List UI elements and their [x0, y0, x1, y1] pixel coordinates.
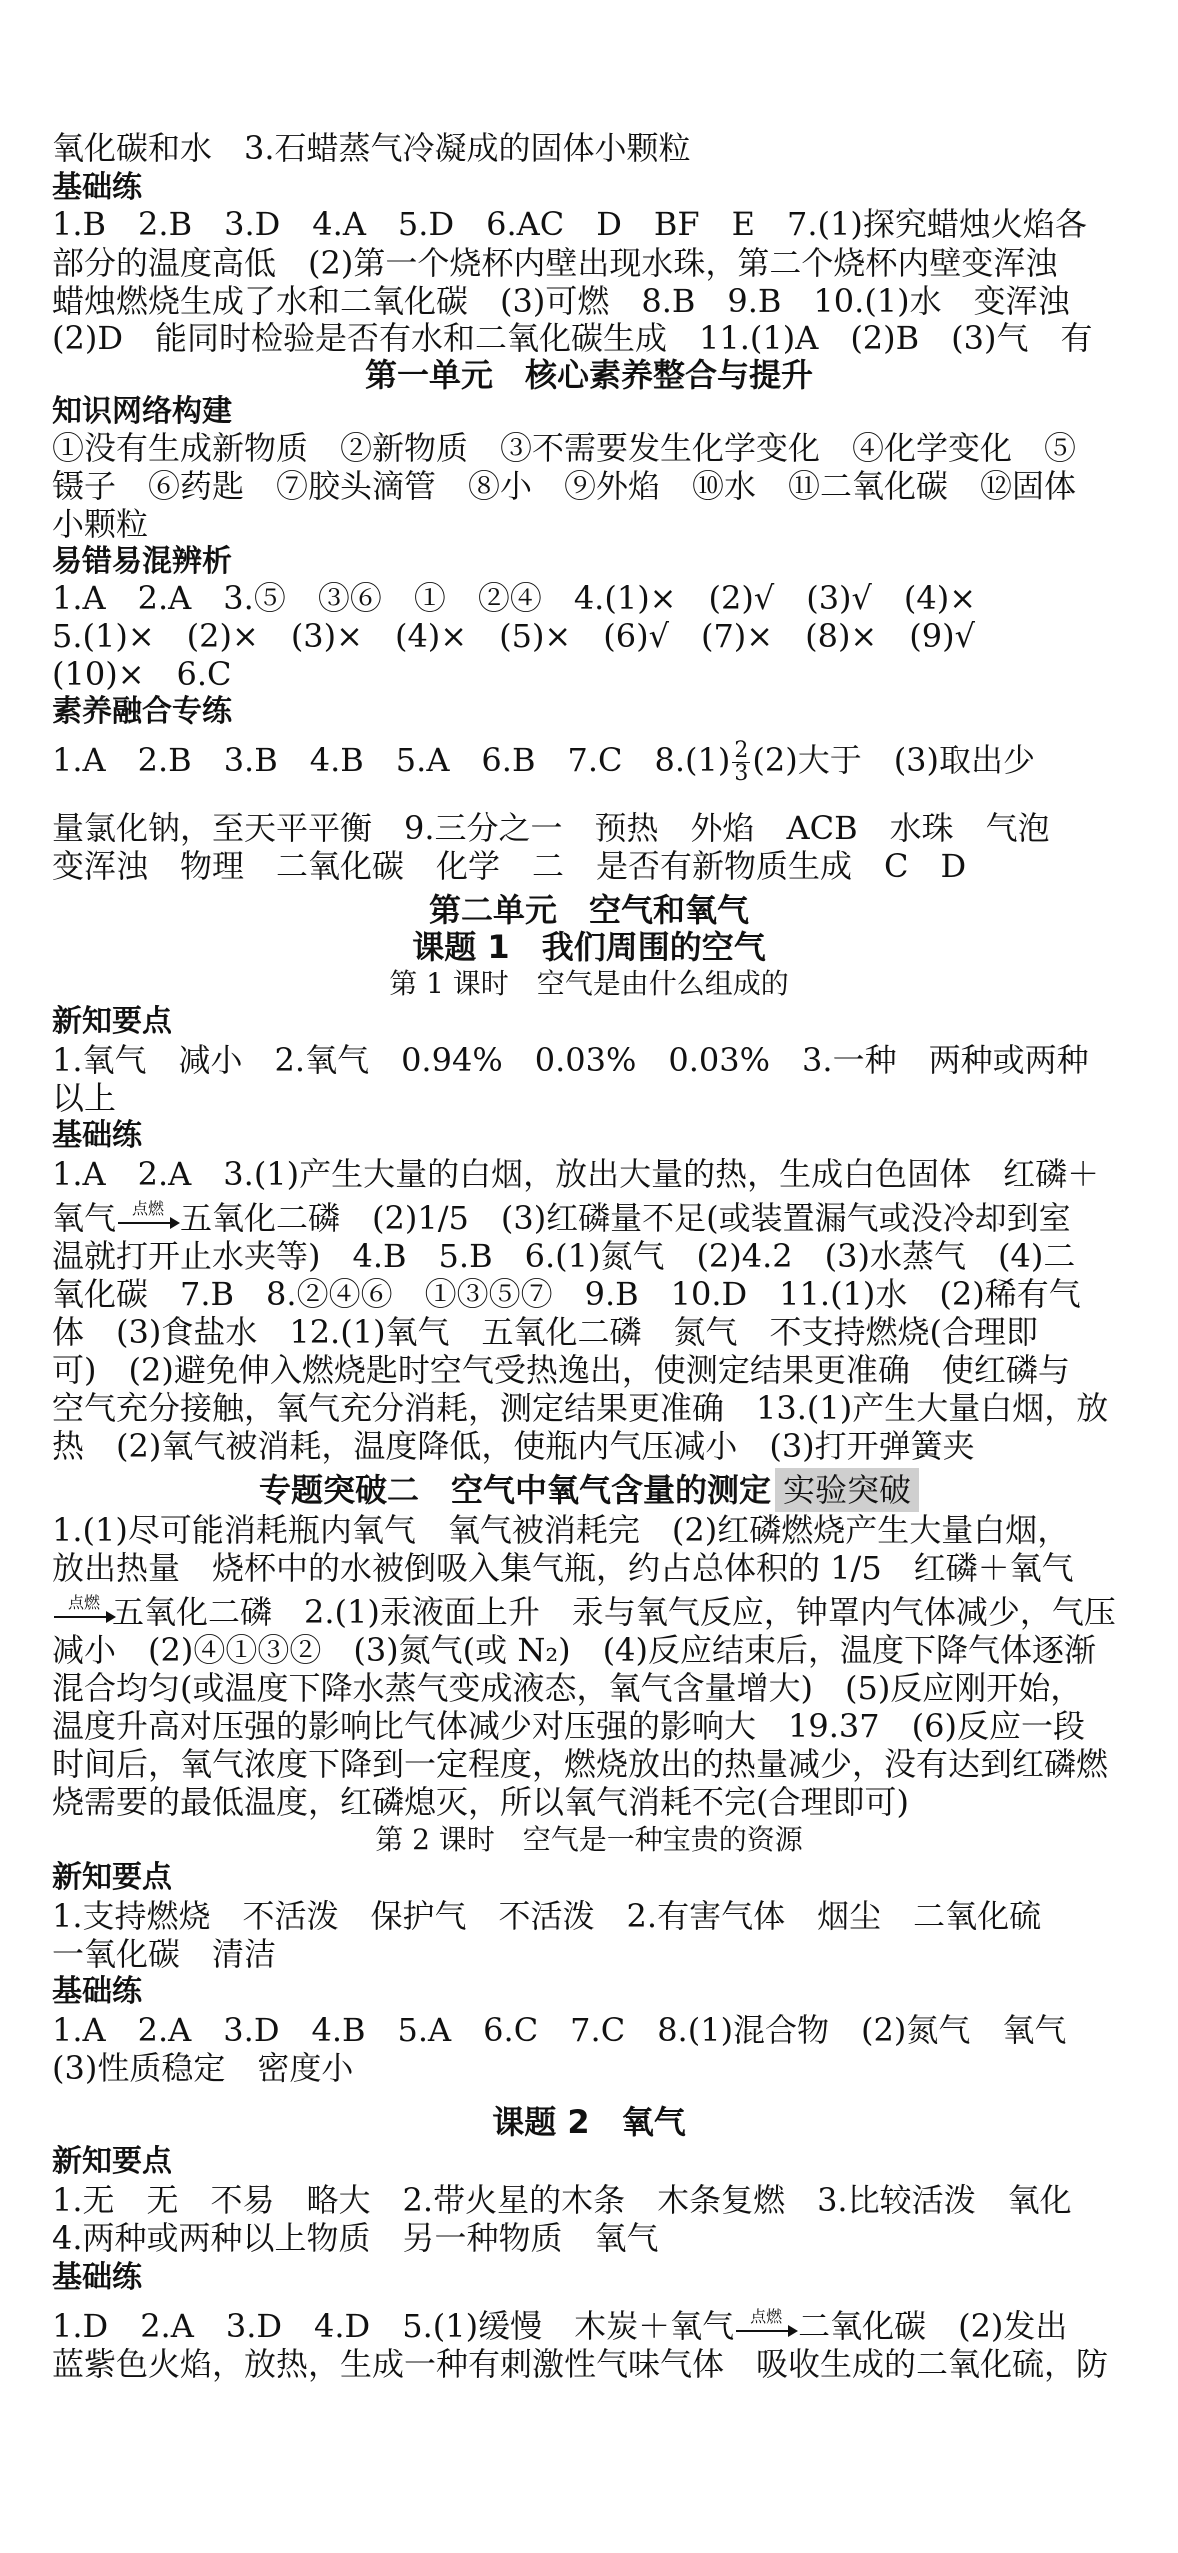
line-text: 减小 (2)④①③② (3)氮气(或 N₂) (4)反应结束后，温度下降气体逐渐 [52, 1631, 1096, 1669]
fraction-numerator: 2 [734, 738, 749, 763]
line-text: 5.(1)× (2)× (3)× (4)× (5)× (6)√ (7)× (8)× (9)√ [52, 617, 975, 655]
line-text: 第二单元 空气和氧气 [428, 891, 749, 929]
line-text: 课题 2 氧气 [492, 2103, 686, 2141]
fraction-denominator: 3 [734, 761, 749, 786]
line-text: 1.A 2.A 3.⑤ ③⑥ ① ②④ 4.(1)× (2)√ (3)√ (4)× [52, 579, 977, 617]
reaction-arrow [116, 1198, 180, 1236]
line-text: 基础练 [52, 170, 142, 205]
reaction-condition: 点燃 [750, 2306, 783, 2326]
line-text: 新知要点 [52, 1004, 172, 1039]
line-text: 热 (2)氧气被消耗，温度降低，使瓶内气压减小 (3)打开弹簧夹 [52, 1427, 975, 1465]
line-text: 氧气 [52, 1199, 117, 1237]
line-text: 第一单元 核心素养整合与提升 [364, 356, 813, 394]
reaction-condition: 点燃 [132, 1198, 165, 1218]
line-text: 空气充分接触，氧气充分消耗，测定结果更准确 13.(1)产生大量白烟，放 [52, 1389, 1109, 1427]
line-text: 基础练 [52, 2260, 142, 2295]
line-text: (2)D 能同时检验是否有水和二氧化碳生成 11.(1)A (2)B (3)气 有 [52, 319, 1093, 357]
line-text: 小颗粒 [52, 505, 149, 543]
line-text: (10)× 6.C [52, 655, 232, 693]
line-text: 混合均匀(或温度下降水蒸气变成液态，氧气含量增大) (5)反应刚开始， [52, 1669, 1083, 1707]
line-text: 1.(1)尽可能消耗瓶内氧气 氧气被消耗完 (2)红磷燃烧产生大量白烟， [52, 1511, 1070, 1549]
line-text: (2)大于 (3)取出少 [752, 741, 1036, 779]
line-text: 烧需要的最低温度，红磷熄灭，所以氧气消耗不完(合理即可) [52, 1783, 909, 1821]
line-text: 第 1 课时 空气是由什么组成的 [389, 967, 789, 1000]
line-text: 可) (2)避免伸入燃烧匙时空气受热逸出，使测定结果更准确 使红磷与 [52, 1351, 1070, 1389]
arrow-icon [118, 1222, 174, 1224]
line-text: 专题突破二 空气中氧气含量的测定 [258, 1471, 771, 1509]
arrow-icon [54, 1616, 110, 1618]
reaction-condition: 点燃 [67, 1592, 100, 1612]
line-text: 基础练 [52, 1974, 142, 2009]
section-heading [52, 690, 1152, 742]
line-text: 放出热量 烧杯中的水被倒吸入集气瓶，约占总体积的 1/5 红磷＋氧气 [52, 1549, 1074, 1587]
line-text: 新知要点 [52, 2144, 172, 2179]
line-text: 易错易混辨析 [52, 544, 232, 579]
line-text: 部分的温度高低 (2)第一个烧杯内壁出现水珠，第二个烧杯内壁变浑浊 [52, 244, 1058, 282]
line-text: 1.A 2.B 3.B 4.B 5.A 6.B 7.C 8.(1) [52, 741, 731, 779]
line-text: 氧化碳和水 3.石蜡蒸气冷凝成的固体小颗粒 [52, 129, 691, 167]
line-text: 温度升高对压强的影响比气体减少对压强的影响大 19.37 (6)反应一段 [52, 1707, 1085, 1745]
line-text: 氧化碳 7.B 8.②④⑥ ①③⑤⑦ 9.B 10.D 11.(1)水 (2)稀有气 [52, 1275, 1081, 1313]
line-text: (3)性质稳定 密度小 [52, 2049, 354, 2087]
line-text: 1.无 无 不易 略大 2.带火星的木条 木条复燃 3.比较活泼 氧化 [52, 2181, 1072, 2219]
line-text: 蓝紫色火焰，放热，生成一种有刺激性气味气体 吸收生成的二氧化硫，防 [52, 2345, 1109, 2383]
line-text: 课题 1 我们周围的空气 [412, 928, 766, 966]
line-text: 1.A 2.A 3.(1)产生大量的白烟，放出大量的热，生成白色固体 红磷＋ [52, 1155, 1100, 1193]
text-line [52, 738, 1152, 790]
line-text: 素养融合专练 [52, 694, 232, 729]
line-text: 变浑浊 物理 二氧化碳 化学 二 是否有新物质生成 C D [52, 847, 967, 885]
reaction-arrow [734, 2306, 798, 2344]
line-text: 蜡烛燃烧生成了水和二氧化碳 (3)可燃 8.B 9.B 10.(1)水 变浑浊 [52, 282, 1070, 320]
text-line [52, 2046, 1152, 2098]
line-text: 1.支持燃烧 不活泼 保护气 不活泼 2.有害气体 烟尘 二氧化硫 [52, 1897, 1042, 1935]
line-text: 五氧化二磷 (2)1/5 (3)红磷量不足(或装置漏气或没冷却到室 [180, 1199, 1071, 1237]
line-text: 温就打开止水夹等) 4.B 5.B 6.(1)氮气 (2)4.2 (3)水蒸气 (4)二 [52, 1237, 1076, 1275]
line-text: 新知要点 [52, 1860, 172, 1895]
line-text: 量氯化钠，至天平平衡 9.三分之一 预热 外焰 ACB 水珠 气泡 [52, 809, 1050, 847]
line-text: 1.D 2.A 3.D 4.D 5.(1)缓慢 木炭＋氧气 [52, 2307, 735, 2345]
line-text: 体 (3)食盐水 12.(1)氧气 五氧化二磷 氮气 不支持燃烧(合理即 [52, 1313, 1039, 1351]
line-text: 第 2 课时 空气是一种宝贵的资源 [375, 1823, 803, 1856]
line-text: 以上 [52, 1079, 117, 1117]
line-text: 一氧化碳 清洁 [52, 1935, 277, 1973]
line-text: 二氧化碳 (2)发出 [798, 2307, 1068, 2345]
line-text: 时间后，氧气浓度下降到一定程度，燃烧放出的热量减少，没有达到红磷燃 [52, 1745, 1109, 1783]
line-text: 镊子 ⑥药匙 ⑦胶头滴管 ⑧小 ⑨外焰 ⑩水 ⑪二氧化碳 ⑫固体 [52, 467, 1077, 505]
line-text: 1.氧气 减小 2.氧气 0.94% 0.03% 0.03% 3.一种 两种或两种 [52, 1041, 1089, 1079]
line-text: 知识网络构建 [52, 394, 232, 429]
experiment-tag: 实验突破 [775, 1468, 919, 1512]
line-text: ①没有生成新物质 ②新物质 ③不需要发生化学变化 ④化学变化 ⑤ [52, 429, 1077, 467]
reaction-arrow [52, 1592, 112, 1630]
line-text: 基础练 [52, 1118, 142, 1153]
line-text: 五氧化二磷 2.(1)汞液面上升 汞与氧气反应，钟罩内气体减少，气压 [112, 1593, 1116, 1631]
line-text: 1.A 2.A 3.D 4.B 5.A 6.C 7.C 8.(1)混合物 (2)氮气 氧气 [52, 2011, 1067, 2049]
line-text: 1.B 2.B 3.D 4.A 5.D 6.AC D BF E 7.(1)探究蜡烛火焰各 [52, 205, 1087, 243]
line-text: 4.两种或两种以上物质 另一种物质 氧气 [52, 2219, 659, 2257]
section-heading [52, 2256, 1152, 2308]
fraction [732, 740, 750, 785]
text-line [52, 2342, 1152, 2394]
arrow-icon [736, 2330, 792, 2332]
